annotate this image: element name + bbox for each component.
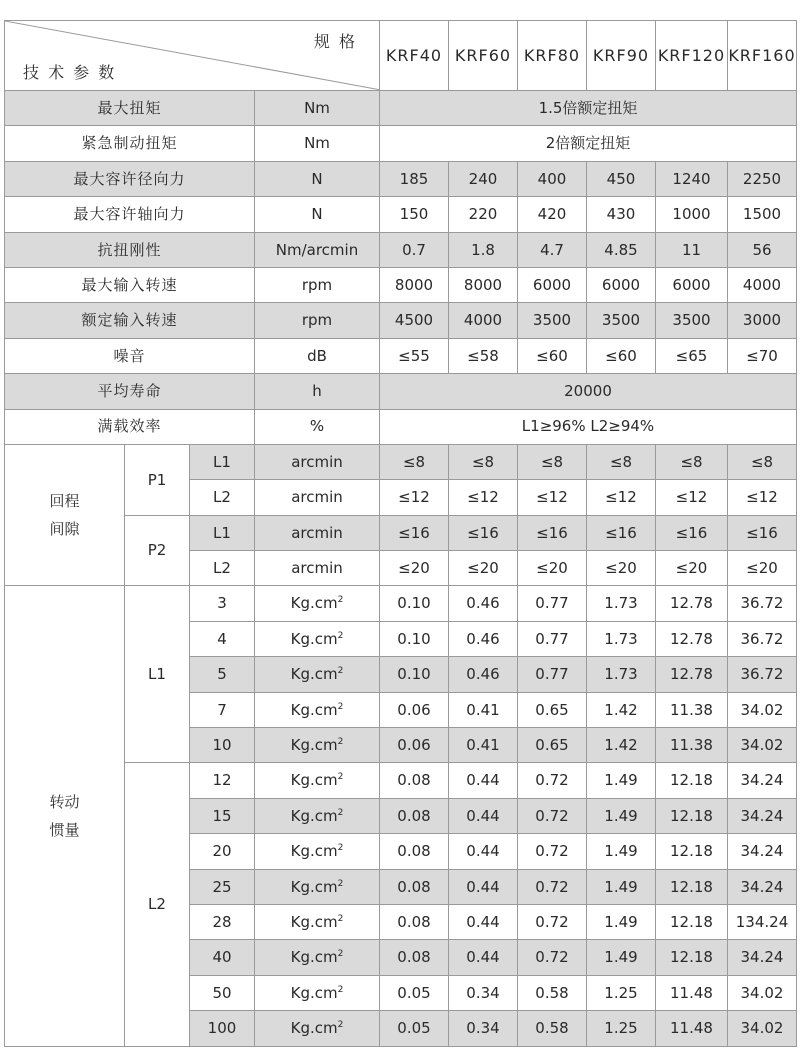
value-cell: 0.08	[380, 798, 449, 833]
unit-cell: %	[255, 409, 380, 444]
value-cell: 1.42	[587, 692, 656, 727]
value-cell: 12.18	[656, 940, 728, 975]
ratio-cell: 28	[190, 904, 255, 939]
unit-superscript: 2	[337, 878, 344, 889]
value-cell: ≤8	[449, 444, 518, 479]
value-cell: 34.02	[728, 975, 797, 1010]
ratio-cell: 100	[190, 1011, 255, 1046]
unit-cell	[255, 904, 380, 939]
param-name: 最大容许径向力	[5, 161, 255, 196]
value-cell: ≤16	[587, 515, 656, 550]
value-cell: 4000	[728, 267, 797, 302]
inertia-group-label	[5, 586, 125, 1046]
value-cell: 12.78	[656, 586, 728, 621]
value-cell: 1.49	[587, 798, 656, 833]
value-cell: 0.44	[449, 834, 518, 869]
value-cell: 4.7	[518, 232, 587, 267]
inertia-stage: L1	[125, 586, 190, 763]
value-cell: 36.72	[728, 657, 797, 692]
unit-base: Kg.cm	[290, 806, 338, 825]
ratio-cell: 15	[190, 798, 255, 833]
stage-cell: L2	[190, 551, 255, 586]
unit-superscript: 2	[337, 913, 344, 924]
unit-base: Kg.cm	[290, 735, 338, 754]
unit-cell: rpm	[255, 267, 380, 302]
value-cell: 6000	[518, 267, 587, 302]
value-cell: 0.65	[518, 692, 587, 727]
unit-cell	[255, 657, 380, 692]
param-row	[5, 126, 797, 161]
value-cell: 34.24	[728, 763, 797, 798]
unit-cell: Nm	[255, 91, 380, 126]
value-cell: 36.72	[728, 586, 797, 621]
value-cell: 0.77	[518, 621, 587, 656]
unit-base: Kg.cm	[290, 665, 338, 684]
value-cell: 0.72	[518, 834, 587, 869]
value-cell: 8000	[380, 267, 449, 302]
value-cell: 0.06	[380, 692, 449, 727]
value-cell: 0.08	[380, 869, 449, 904]
value-cell: 450	[587, 161, 656, 196]
value-cell: 3500	[656, 303, 728, 338]
value-cell: 0.44	[449, 763, 518, 798]
merged-value-cell: 2倍额定扭矩	[380, 126, 797, 161]
unit-base: Kg.cm	[290, 594, 338, 613]
value-cell: ≤12	[449, 480, 518, 515]
value-cell: ≤8	[656, 444, 728, 479]
value-cell: 11.38	[656, 728, 728, 763]
backlash-label-line2: 间隙	[49, 520, 80, 539]
param-row	[5, 197, 797, 232]
unit-cell: Nm	[255, 126, 380, 161]
value-cell: 0.58	[518, 1011, 587, 1046]
value-cell: 0.77	[518, 586, 587, 621]
value-cell: 0.72	[518, 940, 587, 975]
merged-value-cell: L1≥96% L2≥94%	[380, 409, 797, 444]
value-cell: 4.85	[587, 232, 656, 267]
value-cell: 0.44	[449, 940, 518, 975]
value-cell: 34.24	[728, 940, 797, 975]
value-cell: ≤16	[518, 515, 587, 550]
ratio-cell: 7	[190, 692, 255, 727]
value-cell: 1.73	[587, 586, 656, 621]
value-cell: ≤12	[518, 480, 587, 515]
value-cell: ≤20	[587, 551, 656, 586]
param-name: 最大扭矩	[5, 91, 255, 126]
ratio-cell: 25	[190, 869, 255, 904]
model-header: KRF160	[728, 21, 797, 91]
unit-cell	[255, 621, 380, 656]
param-row	[5, 267, 797, 302]
unit-superscript: 2	[337, 666, 344, 677]
value-cell: 34.24	[728, 869, 797, 904]
value-cell: 34.02	[728, 728, 797, 763]
stage-cell: L1	[190, 444, 255, 479]
spec-label: 规 格	[313, 32, 357, 51]
value-cell: 8000	[449, 267, 518, 302]
value-cell: 1.49	[587, 940, 656, 975]
value-cell: 0.65	[518, 728, 587, 763]
value-cell: ≤20	[656, 551, 728, 586]
unit-cell: rpm	[255, 303, 380, 338]
unit-cell: N	[255, 161, 380, 196]
param-row	[5, 409, 797, 444]
unit-cell	[255, 798, 380, 833]
value-cell: ≤8	[587, 444, 656, 479]
value-cell: 12.18	[656, 834, 728, 869]
param-name: 满载效率	[5, 409, 255, 444]
value-cell: 0.72	[518, 904, 587, 939]
value-cell: 185	[380, 161, 449, 196]
unit-base: Kg.cm	[290, 912, 338, 931]
param-name: 额定输入转速	[5, 303, 255, 338]
unit-superscript: 2	[337, 1020, 344, 1031]
value-cell: ≤16	[449, 515, 518, 550]
unit-cell	[255, 692, 380, 727]
value-cell: ≤8	[728, 444, 797, 479]
backlash-row	[5, 444, 797, 479]
value-cell: 11.38	[656, 692, 728, 727]
value-cell: 6000	[587, 267, 656, 302]
unit-cell: arcmin	[255, 444, 380, 479]
value-cell: 11.48	[656, 975, 728, 1010]
value-cell: ≤16	[380, 515, 449, 550]
param-name: 噪音	[5, 338, 255, 373]
value-cell: 0.77	[518, 657, 587, 692]
model-header: KRF80	[518, 21, 587, 91]
value-cell: ≤12	[380, 480, 449, 515]
param-row	[5, 338, 797, 373]
value-cell: ≤55	[380, 338, 449, 373]
value-cell: 0.34	[449, 975, 518, 1010]
unit-cell: arcmin	[255, 515, 380, 550]
param-row	[5, 374, 797, 409]
param-row	[5, 161, 797, 196]
ratio-cell: 50	[190, 975, 255, 1010]
unit-cell	[255, 763, 380, 798]
value-cell: 0.06	[380, 728, 449, 763]
unit-superscript: 2	[337, 630, 344, 641]
param-name: 紧急制动扭矩	[5, 126, 255, 161]
unit-cell: arcmin	[255, 480, 380, 515]
unit-superscript: 2	[337, 807, 344, 818]
value-cell: ≤16	[656, 515, 728, 550]
value-cell: ≤60	[518, 338, 587, 373]
unit-base: Kg.cm	[290, 700, 338, 719]
value-cell: 0.10	[380, 657, 449, 692]
value-cell: 34.02	[728, 692, 797, 727]
value-cell: 0.41	[449, 728, 518, 763]
value-cell: 1.49	[587, 904, 656, 939]
value-cell: 3500	[518, 303, 587, 338]
unit-cell: N	[255, 197, 380, 232]
unit-cell: arcmin	[255, 551, 380, 586]
ratio-cell: 10	[190, 728, 255, 763]
unit-base: Kg.cm	[290, 1019, 338, 1038]
backlash-label-line1: 回程	[49, 491, 80, 510]
unit-cell	[255, 586, 380, 621]
param-label: 技 术 参 数	[23, 63, 117, 83]
value-cell: 12.18	[656, 869, 728, 904]
ratio-cell: 12	[190, 763, 255, 798]
unit-cell	[255, 940, 380, 975]
value-cell: 4500	[380, 303, 449, 338]
param-row	[5, 232, 797, 267]
unit-superscript: 2	[337, 843, 344, 854]
model-header: KRF120	[656, 21, 728, 91]
value-cell: 3500	[587, 303, 656, 338]
unit-superscript: 2	[337, 772, 344, 783]
param-name: 抗扭刚性	[5, 232, 255, 267]
unit-superscript: 2	[337, 595, 344, 606]
unit-superscript: 2	[337, 949, 344, 960]
value-cell: 0.7	[380, 232, 449, 267]
value-cell: 0.41	[449, 692, 518, 727]
ratio-cell: 40	[190, 940, 255, 975]
value-cell: 0.05	[380, 975, 449, 1010]
value-cell: ≤60	[587, 338, 656, 373]
value-cell: ≤12	[728, 480, 797, 515]
value-cell: 1.25	[587, 975, 656, 1010]
value-cell: 134.24	[728, 904, 797, 939]
backlash-group-label	[5, 444, 125, 586]
value-cell: 400	[518, 161, 587, 196]
stage-cell: L1	[190, 515, 255, 550]
param-row	[5, 91, 797, 126]
value-cell: 0.44	[449, 904, 518, 939]
param-row	[5, 303, 797, 338]
unit-cell: dB	[255, 338, 380, 373]
unit-superscript: 2	[337, 701, 344, 712]
value-cell: 12.18	[656, 763, 728, 798]
value-cell: 0.34	[449, 1011, 518, 1046]
value-cell: 1000	[656, 197, 728, 232]
unit-cell	[255, 869, 380, 904]
value-cell: 1.8	[449, 232, 518, 267]
value-cell: ≤8	[380, 444, 449, 479]
value-cell: 0.46	[449, 657, 518, 692]
value-cell: 1.25	[587, 1011, 656, 1046]
value-cell: 0.72	[518, 869, 587, 904]
ratio-cell: 3	[190, 586, 255, 621]
value-cell: ≤65	[656, 338, 728, 373]
value-cell: 0.08	[380, 834, 449, 869]
value-cell: 1500	[728, 197, 797, 232]
unit-superscript: 2	[337, 736, 344, 747]
value-cell: 0.08	[380, 763, 449, 798]
value-cell: 240	[449, 161, 518, 196]
value-cell: 150	[380, 197, 449, 232]
value-cell: 220	[449, 197, 518, 232]
unit-cell	[255, 1011, 380, 1046]
value-cell: 0.05	[380, 1011, 449, 1046]
unit-superscript: 2	[337, 984, 344, 995]
value-cell: 12.18	[656, 904, 728, 939]
value-cell: ≤20	[449, 551, 518, 586]
value-cell: 420	[518, 197, 587, 232]
value-cell: 34.02	[728, 1011, 797, 1046]
header-row	[5, 21, 797, 91]
value-cell: 0.44	[449, 869, 518, 904]
header-corner-cell	[5, 21, 380, 91]
backlash-level: P1	[125, 444, 190, 515]
value-cell: 4000	[449, 303, 518, 338]
stage-cell: L2	[190, 480, 255, 515]
value-cell: ≤20	[380, 551, 449, 586]
value-cell: 0.46	[449, 586, 518, 621]
ratio-cell: 5	[190, 657, 255, 692]
value-cell: ≤12	[587, 480, 656, 515]
value-cell: ≤58	[449, 338, 518, 373]
value-cell: 6000	[656, 267, 728, 302]
value-cell: ≤8	[518, 444, 587, 479]
ratio-cell: 4	[190, 621, 255, 656]
inertia-label-line2: 惯量	[49, 821, 80, 839]
ratio-cell: 20	[190, 834, 255, 869]
unit-base: Kg.cm	[290, 948, 338, 967]
value-cell: 0.72	[518, 763, 587, 798]
value-cell: 0.58	[518, 975, 587, 1010]
value-cell: 430	[587, 197, 656, 232]
value-cell: 0.44	[449, 798, 518, 833]
value-cell: 12.18	[656, 798, 728, 833]
value-cell: 1.42	[587, 728, 656, 763]
unit-base: Kg.cm	[290, 629, 338, 648]
value-cell: 1.49	[587, 834, 656, 869]
unit-base: Kg.cm	[290, 983, 338, 1002]
value-cell: 12.78	[656, 621, 728, 656]
unit-base: Kg.cm	[290, 877, 338, 896]
param-name: 最大容许轴向力	[5, 197, 255, 232]
unit-cell	[255, 728, 380, 763]
unit-cell: Nm/arcmin	[255, 232, 380, 267]
value-cell: ≤20	[518, 551, 587, 586]
inertia-stage: L2	[125, 763, 190, 1046]
unit-base: Kg.cm	[290, 842, 338, 861]
value-cell: 0.10	[380, 621, 449, 656]
merged-value-cell: 20000	[380, 374, 797, 409]
unit-cell: h	[255, 374, 380, 409]
value-cell: ≤16	[728, 515, 797, 550]
value-cell: 12.78	[656, 657, 728, 692]
value-cell: 11.48	[656, 1011, 728, 1046]
value-cell: 1.73	[587, 657, 656, 692]
unit-cell	[255, 834, 380, 869]
value-cell: 34.24	[728, 798, 797, 833]
value-cell: 2250	[728, 161, 797, 196]
backlash-level: P2	[125, 515, 190, 586]
value-cell: 1.49	[587, 869, 656, 904]
value-cell: 1240	[656, 161, 728, 196]
spec-table	[4, 20, 797, 1047]
value-cell: 11	[656, 232, 728, 267]
unit-cell	[255, 975, 380, 1010]
value-cell: 34.24	[728, 834, 797, 869]
value-cell: 0.08	[380, 940, 449, 975]
inertia-label-line1: 转动	[49, 792, 80, 811]
param-name: 最大输入转速	[5, 267, 255, 302]
value-cell: ≤20	[728, 551, 797, 586]
unit-base: Kg.cm	[290, 771, 338, 790]
param-name: 平均寿命	[5, 374, 255, 409]
value-cell: 0.08	[380, 904, 449, 939]
value-cell: 36.72	[728, 621, 797, 656]
model-header: KRF90	[587, 21, 656, 91]
inertia-row	[5, 586, 797, 621]
value-cell: 1.49	[587, 763, 656, 798]
value-cell: ≤70	[728, 338, 797, 373]
merged-value-cell: 1.5倍额定扭矩	[380, 91, 797, 126]
value-cell: 0.72	[518, 798, 587, 833]
value-cell: 56	[728, 232, 797, 267]
value-cell: 3000	[728, 303, 797, 338]
value-cell: 0.46	[449, 621, 518, 656]
model-header: KRF60	[449, 21, 518, 91]
model-header: KRF40	[380, 21, 449, 91]
value-cell: 0.10	[380, 586, 449, 621]
value-cell: ≤12	[656, 480, 728, 515]
value-cell: 1.73	[587, 621, 656, 656]
